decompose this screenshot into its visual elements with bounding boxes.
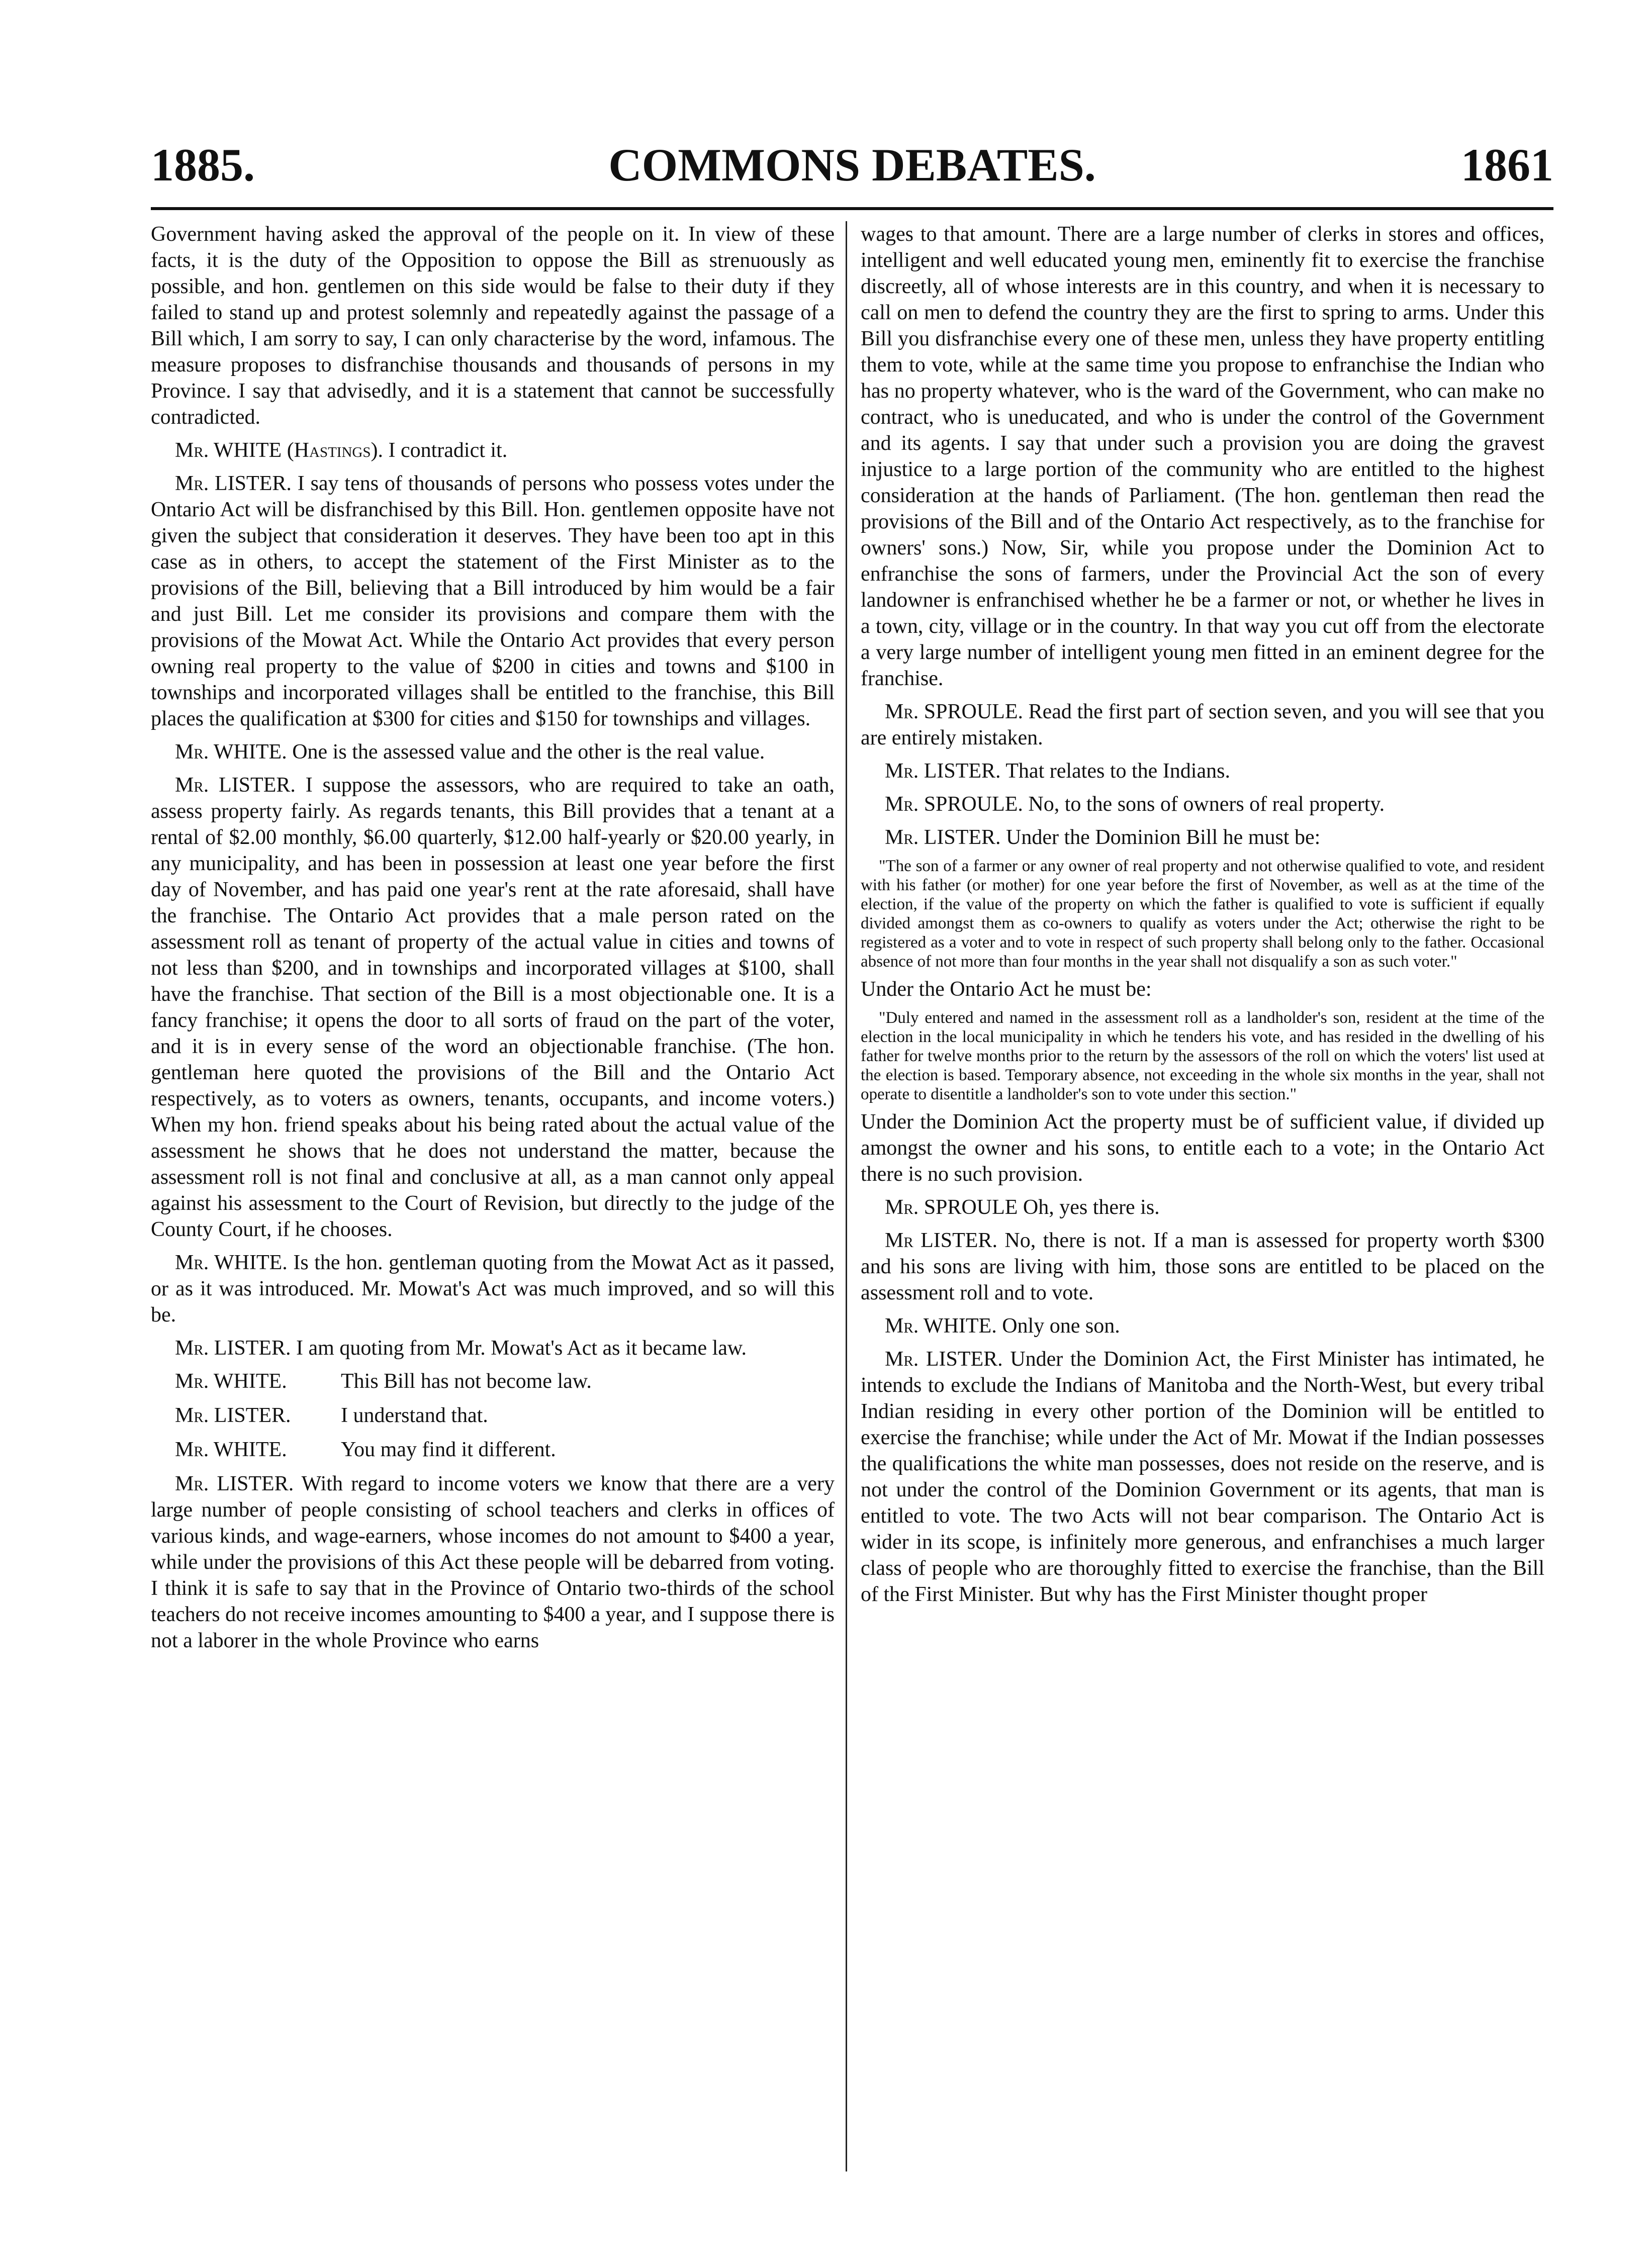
- speech-text: I say tens of thousands of persons who possess votes under the Ontario Act will be disfranchised by this Bill. Hon. gentlemen opposite have not given the subject that consideration it deserves. They have been too apt in this case as in others, to accept the statement of the First Minister as to the provisions of the Bill, believing that a Bill introduced by him would be a fair and just Bill. Let me consider its provisions and compare them with the provisions of the Mowat Act. While the Ontario Act provides that every person owning real property to the value of $200 in cities and towns and $100 in townships and incorporated villages shall be entitled to the franchise, this Bill places the qualification at $300 for cities and $150 for townships and villages.: [151, 472, 835, 730]
- exchange-line: [151, 1436, 835, 1464]
- speech: [861, 791, 1544, 817]
- speaker-name: Mr. LISTER.: [885, 1348, 1003, 1371]
- speaker-name: Mr. LISTER.: [885, 760, 1001, 783]
- block-quote: "The son of a farmer or any owner of real property and not otherwise qualified to vote, and resident with his father (or mother) for one year before the first of November, as well as at the time of the election, if the value of the property on which the father is qualified to vote is sufficient if equally divided amongst them as co-owners to qualify as voters under the Act; otherwise the right to be registered as a voter and to vote in respect of such property shall belong only to the father. Occasional absence of not more than four months in the year shall not disqualify a son as such voter.": [861, 857, 1544, 971]
- speaker-name: Mr. WHITE (Hastings).: [175, 439, 383, 462]
- header-page-number: 1861: [1461, 139, 1553, 191]
- speech: [151, 1471, 835, 1654]
- running-head: [151, 135, 1553, 195]
- speech: [861, 1313, 1544, 1339]
- speaker-name: Mr LISTER.: [885, 1229, 997, 1252]
- speaker-name: Mr. WHITE.: [175, 1251, 288, 1274]
- speech-text: Read the first part of section seven, and you will see that you are entirely mistaken.: [861, 700, 1544, 749]
- block-quote: "Duly entered and named in the assessment roll as a landholder's son, resident at the time of the election in the local municipality in which he tenders his vote, and has resided in the dwelling of his father for twelve months prior to the return by the assessors of the roll on which the voters' list used at the election is based. Temporary absence, not exceeding in the whole six months in the year, shall not operate to disentitle a landholder's son to vote under this section.": [861, 1009, 1544, 1103]
- speaker-name: Mr. SPROULE.: [885, 793, 1023, 816]
- speaker-name: Mr. SPROULE.: [885, 700, 1023, 723]
- speech-text: No, there is not. If a man is assessed for property worth $300 and his sons are living with him, those sons are entitled to be placed on the assessment roll and to vote.: [861, 1229, 1544, 1304]
- speech: [861, 1346, 1544, 1608]
- header-year: 1885.: [151, 139, 255, 191]
- speech-text: Under the Dominion Bill he must be:: [1006, 826, 1321, 849]
- speech-text: With regard to income voters we know that there are a very large number of people consisting of school teachers and clerks in offices of various kinds, and wage-earners, whose incomes do not amount to $400 a year, while under the provisions of this Act these people will be debarred from voting. I think it is safe to say that in the Province of Ontario two-thirds of the school teachers do not receive incomes amounting to $400 a year, and I suppose there is not a laborer in the whole Province who earns: [151, 1472, 835, 1652]
- speech-text: I suppose the assessors, who are required to take an oath, assess property fairly. As regards tenants, this Bill provides that a tenant at a rental of $2.00 monthly, $6.00 quarterly, $12.00 half-yearly or $20.00 yearly, in any municipality, and has been in possession at least one year before the first day of November, and has paid one year's rent at the rate aforesaid, shall have the franchise. The Ontario Act provides that a male person rated on the assessment roll as tenant of property of the actual value in cities and towns of not less than $200, and in townships and incorporated villages at $100, shall have the franchise. That section of the Bill is a most objectionable one. It is a fancy franchise; it opens the door to all sorts of fraud on the part of the voter, and it is in every sense of the word an objectionable franchise. (The hon. gentleman here quoted the provisions of the Bill and the Ontario Act respectively, as to voters as owners, tenants, occupants, and income voters.) When my hon. friend speaks about his being rated about the actual value of the assessment he shows that he does not understand the matter, because the assessment roll is not final and conclusive at all, as a man cannot only appeal against his assessment to the Court of Revision, but directly to the judge of the County Court, if he chooses.: [151, 774, 835, 1241]
- speaker-name: Mr. WHITE.: [175, 1438, 287, 1461]
- speech-text: Only one son.: [1002, 1314, 1120, 1338]
- speech-text: I understand that.: [341, 1404, 488, 1427]
- column-divider: [846, 221, 847, 2171]
- header-title: COMMONS DEBATES.: [608, 139, 1096, 191]
- speech-text: That relates to the Indians.: [1005, 760, 1230, 783]
- paragraph: wages to that amount. There are a large number of clerks in stores and offices, intelligent and well educated young men, eminently fit to exercise the franchise discreetly, all of whose interests are in this country, and when it is necessary to call on men to defend the country they are the first to spring to arms. Under this Bill you disfranchise every one of these men, unless they have property entitling them to vote, while at the same time you propose to enfranchise the Indian who has no property whatever, who is the ward of the Government, who can make no contract, who is uneducated, and who is under the control of the Government and its agents. I say that under such a provision you are doing the gravest injustice to a large portion of the community who are entitled to the highest consideration at the hands of Parliament. (The hon. gentleman then read the provisions of the Bill and of the Ontario Act respectively, as to the franchise for owners' sons.) Now, Sir, while you propose under the Dominion Act to enfranchise the sons of farmers, under the Provincial Act the son of every landowner is enfranchised whether he be a farmer or not, or whether he lives in a town, city, village or in the country. In that way you cut off from the electorate a very large number of intelligent young men fitted in an eminent degree for the franchise.: [861, 223, 1544, 690]
- speech: [861, 758, 1544, 784]
- speech: [151, 437, 835, 463]
- header-rule: [151, 207, 1553, 210]
- speaker-name: Mr. WHITE.: [885, 1314, 997, 1338]
- paragraph: Under the Dominion Act the property must be of sufficient value, if divided up amongst the owner and his sons, to entitle each to a vote; in the Ontario Act there is no such provision.: [861, 1110, 1544, 1186]
- speaker-name: Mr. LISTER.: [175, 1404, 291, 1427]
- speech-text: No, to the sons of owners of real property.: [1028, 793, 1385, 816]
- paragraph: Government having asked the approval of the people on it. In view of these facts, it is the duty of the Opposition to oppose the Bill as strenuously as possible, and hon. gentlemen on this side would be false to their duty if they failed to stand up and protest solemnly and repeatedly against the passage of a Bill which, I am sorry to say, I can only characterise by the word, infamous. The measure proposes to disfranchise thousands and thousands of persons in my Province. I say that advisedly, and it is a statement that cannot be successfully contradicted.: [151, 223, 835, 429]
- speech-text: Oh, yes there is.: [1023, 1196, 1160, 1219]
- speaker-name: Mr. LISTER.: [175, 472, 292, 495]
- right-column: [861, 221, 1544, 2171]
- speech-text: Is the hon. gentleman quoting from the Mowat Act as it passed, or as it was introduced. Mr. Mowat's Act was much improved, and so will this be.: [151, 1251, 835, 1327]
- speech-text: This Bill has not become law.: [341, 1370, 592, 1393]
- speech: [151, 739, 835, 765]
- exchange-line: [151, 1367, 835, 1395]
- left-column: [151, 221, 835, 2171]
- speech-text: Under the Dominion Act, the First Minister has intimated, he intends to exclude the Indians of Manitoba and the North-West, but every tribal Indian residing in every other portion of the Dominion will be entitled to exercise the franchise; while under the Act of Mr. Mowat if the Indian possesses the qualifications the white man possesses, does not reside on the reserve, and is not under the control of the Dominion Government or its agents, that man is entitled to vote. The two Acts will not bear comparison. The Ontario Act is wider in its scope, is infinitely more generous, and enfranchises a much larger class of people who are thoroughly fitted to exercise the franchise, than the Bill of the First Minister. But why has the First Minister thought proper: [861, 1348, 1544, 1606]
- speaker-name: Mr. WHITE.: [175, 1370, 287, 1393]
- speaker-name: Mr. SPROULE: [885, 1196, 1018, 1219]
- speech: [861, 1194, 1544, 1220]
- speaker-name: Mr. LISTER.: [175, 1472, 294, 1495]
- speech-text: You may find it different.: [341, 1438, 556, 1461]
- speech: [151, 1250, 835, 1328]
- paragraph: Under the Ontario Act he must be:: [861, 978, 1152, 1001]
- speaker-name: Mr. LISTER.: [175, 774, 296, 797]
- speech: [151, 470, 835, 732]
- speech: [861, 699, 1544, 751]
- speaker-name: Mr. LISTER.: [885, 826, 1001, 849]
- speech: [151, 1335, 835, 1361]
- speech: [861, 1227, 1544, 1306]
- speech: [151, 772, 835, 1243]
- exchange-line: [151, 1401, 835, 1430]
- speech-text: I contradict it.: [388, 439, 508, 462]
- speech-text: One is the assessed value and the other is the real value.: [292, 740, 765, 764]
- speaker-name: Mr. WHITE.: [175, 740, 287, 764]
- speaker-name: Mr. LISTER.: [175, 1337, 291, 1360]
- speech-text: I am quoting from Mr. Mowat's Act as it became law.: [296, 1337, 747, 1360]
- speech: [861, 824, 1544, 850]
